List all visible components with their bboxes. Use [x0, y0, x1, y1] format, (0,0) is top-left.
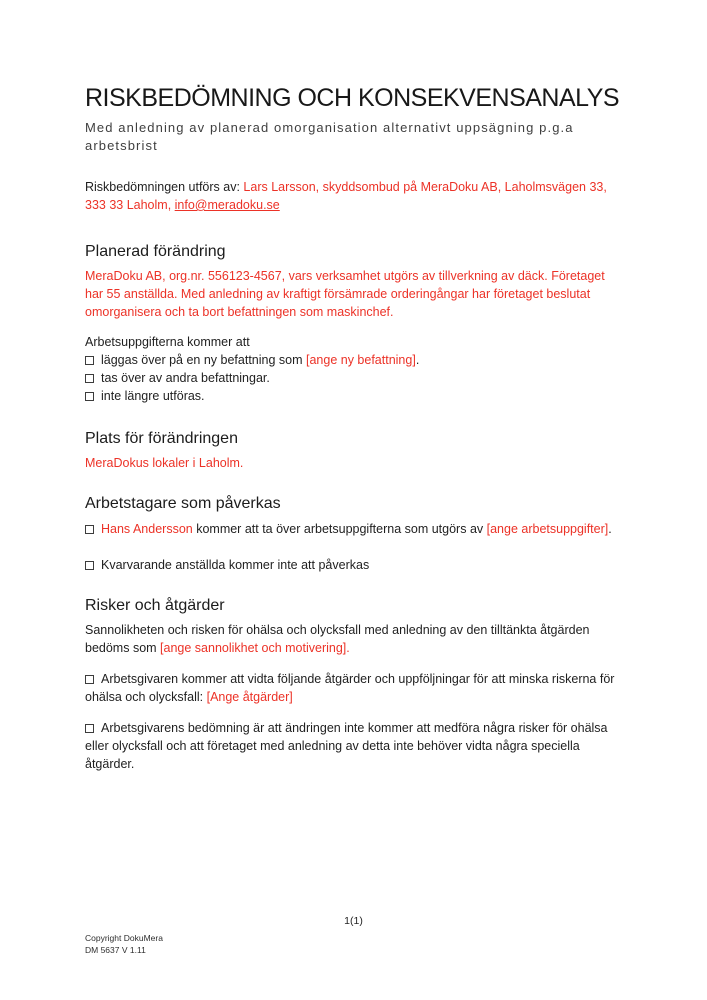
document-content [85, 84, 622, 773]
risk-option-measures [85, 670, 622, 706]
option-text: läggas över på en ny befattning som [101, 353, 306, 367]
risk-measures-text: Arbetsgivaren kommer att vidta följande åtgärder och uppföljningar för att minska riskerna för ohälsa och olycksfall: [85, 672, 615, 704]
worker-suffix: . [608, 522, 612, 536]
checkbox-option [85, 387, 622, 405]
document-subtitle: Med anledning av planerad omorganisation alternativt uppsägning p.g.a arbetsbrist [85, 120, 574, 153]
section-heading-workers: Arbetstagare som påverkas [85, 495, 281, 512]
placeholder-text: [ange arbetsuppgifter] [486, 522, 609, 536]
worker-text: Kvarvarande anställda kommer inte att påverkas [101, 558, 370, 572]
email-link[interactable]: info@meradoku.se [174, 198, 280, 212]
tasks-intro: Arbetsuppgifterna kommer att [85, 335, 250, 349]
copyright-block [85, 932, 163, 956]
section-heading-planned-change: Planerad förändring [85, 243, 226, 260]
risk-option-no-risk [85, 719, 622, 773]
checkbox-option [85, 369, 622, 387]
page-number: 1(1) [344, 915, 363, 927]
copyright-line-2: DM 5637 V 1.11 [85, 945, 146, 955]
worker-name: Hans Andersson [101, 522, 193, 536]
checkbox-icon[interactable] [85, 356, 94, 365]
option-text: tas över av andra befattningar. [101, 371, 270, 385]
planned-change-description: MeraDoku AB, org.nr. 556123-4567, vars verksamhet utgörs av tillverkning av däck. Företaget har 55 anställda. Med anledning av kraftigt försämrade orderingångar har företaget beslutat omorganisera och ta bort befattningen som maskinchef. [85, 269, 605, 319]
checkbox-icon[interactable] [85, 392, 94, 401]
risk-assessment-paragraph [85, 621, 622, 657]
checkbox-icon[interactable] [85, 561, 94, 570]
option-suffix: . [415, 353, 420, 367]
worker-option-takeover [85, 520, 622, 538]
risk-assessment-text: Sannolikheten och risken för ohälsa och olycksfall med anledning av den tilltänkta åtgärden bedöms som [85, 623, 590, 655]
placeholder-text: [ange ny befattning] [306, 353, 416, 367]
worker-text: kommer att ta över arbetsuppgifterna som utgörs av [192, 522, 487, 536]
placeholder-text: [Ange åtgärder] [206, 690, 293, 704]
document-title: RISKBEDÖMNING OCH KONSEKVENSANALYS [85, 84, 620, 112]
copyright-line-1: Copyright DokuMera [85, 933, 163, 943]
section-heading-risks: Risker och åtgärder [85, 597, 225, 614]
checkbox-icon[interactable] [85, 374, 94, 383]
performed-by-details: Lars Larsson, skyddsombud på MeraDoku AB, Laholmsvägen 33, 333 33 Laholm, [85, 180, 607, 212]
option-text: inte längre utföras. [101, 389, 205, 403]
checkbox-icon[interactable] [85, 525, 94, 534]
placeholder-text: [ange sannolikhet och motivering]. [160, 641, 350, 655]
place-description: MeraDokus lokaler i Laholm. [85, 456, 244, 470]
performed-by-label: Riskbedömningen utförs av: [85, 180, 244, 194]
checkbox-icon[interactable] [85, 675, 94, 684]
checkbox-option [85, 351, 622, 369]
checkbox-icon[interactable] [85, 724, 94, 733]
section-heading-place: Plats för förändringen [85, 430, 238, 447]
tasks-block [85, 333, 622, 405]
worker-option-unaffected [85, 556, 622, 574]
risk-no-risk-text: Arbetsgivarens bedömning är att ändringen inte kommer att medföra några risker för ohälsa eller olycksfall och att företaget med anledning av detta inte behöver vidta några speciella åtgärder. [85, 721, 608, 771]
performed-by-paragraph [85, 178, 622, 214]
